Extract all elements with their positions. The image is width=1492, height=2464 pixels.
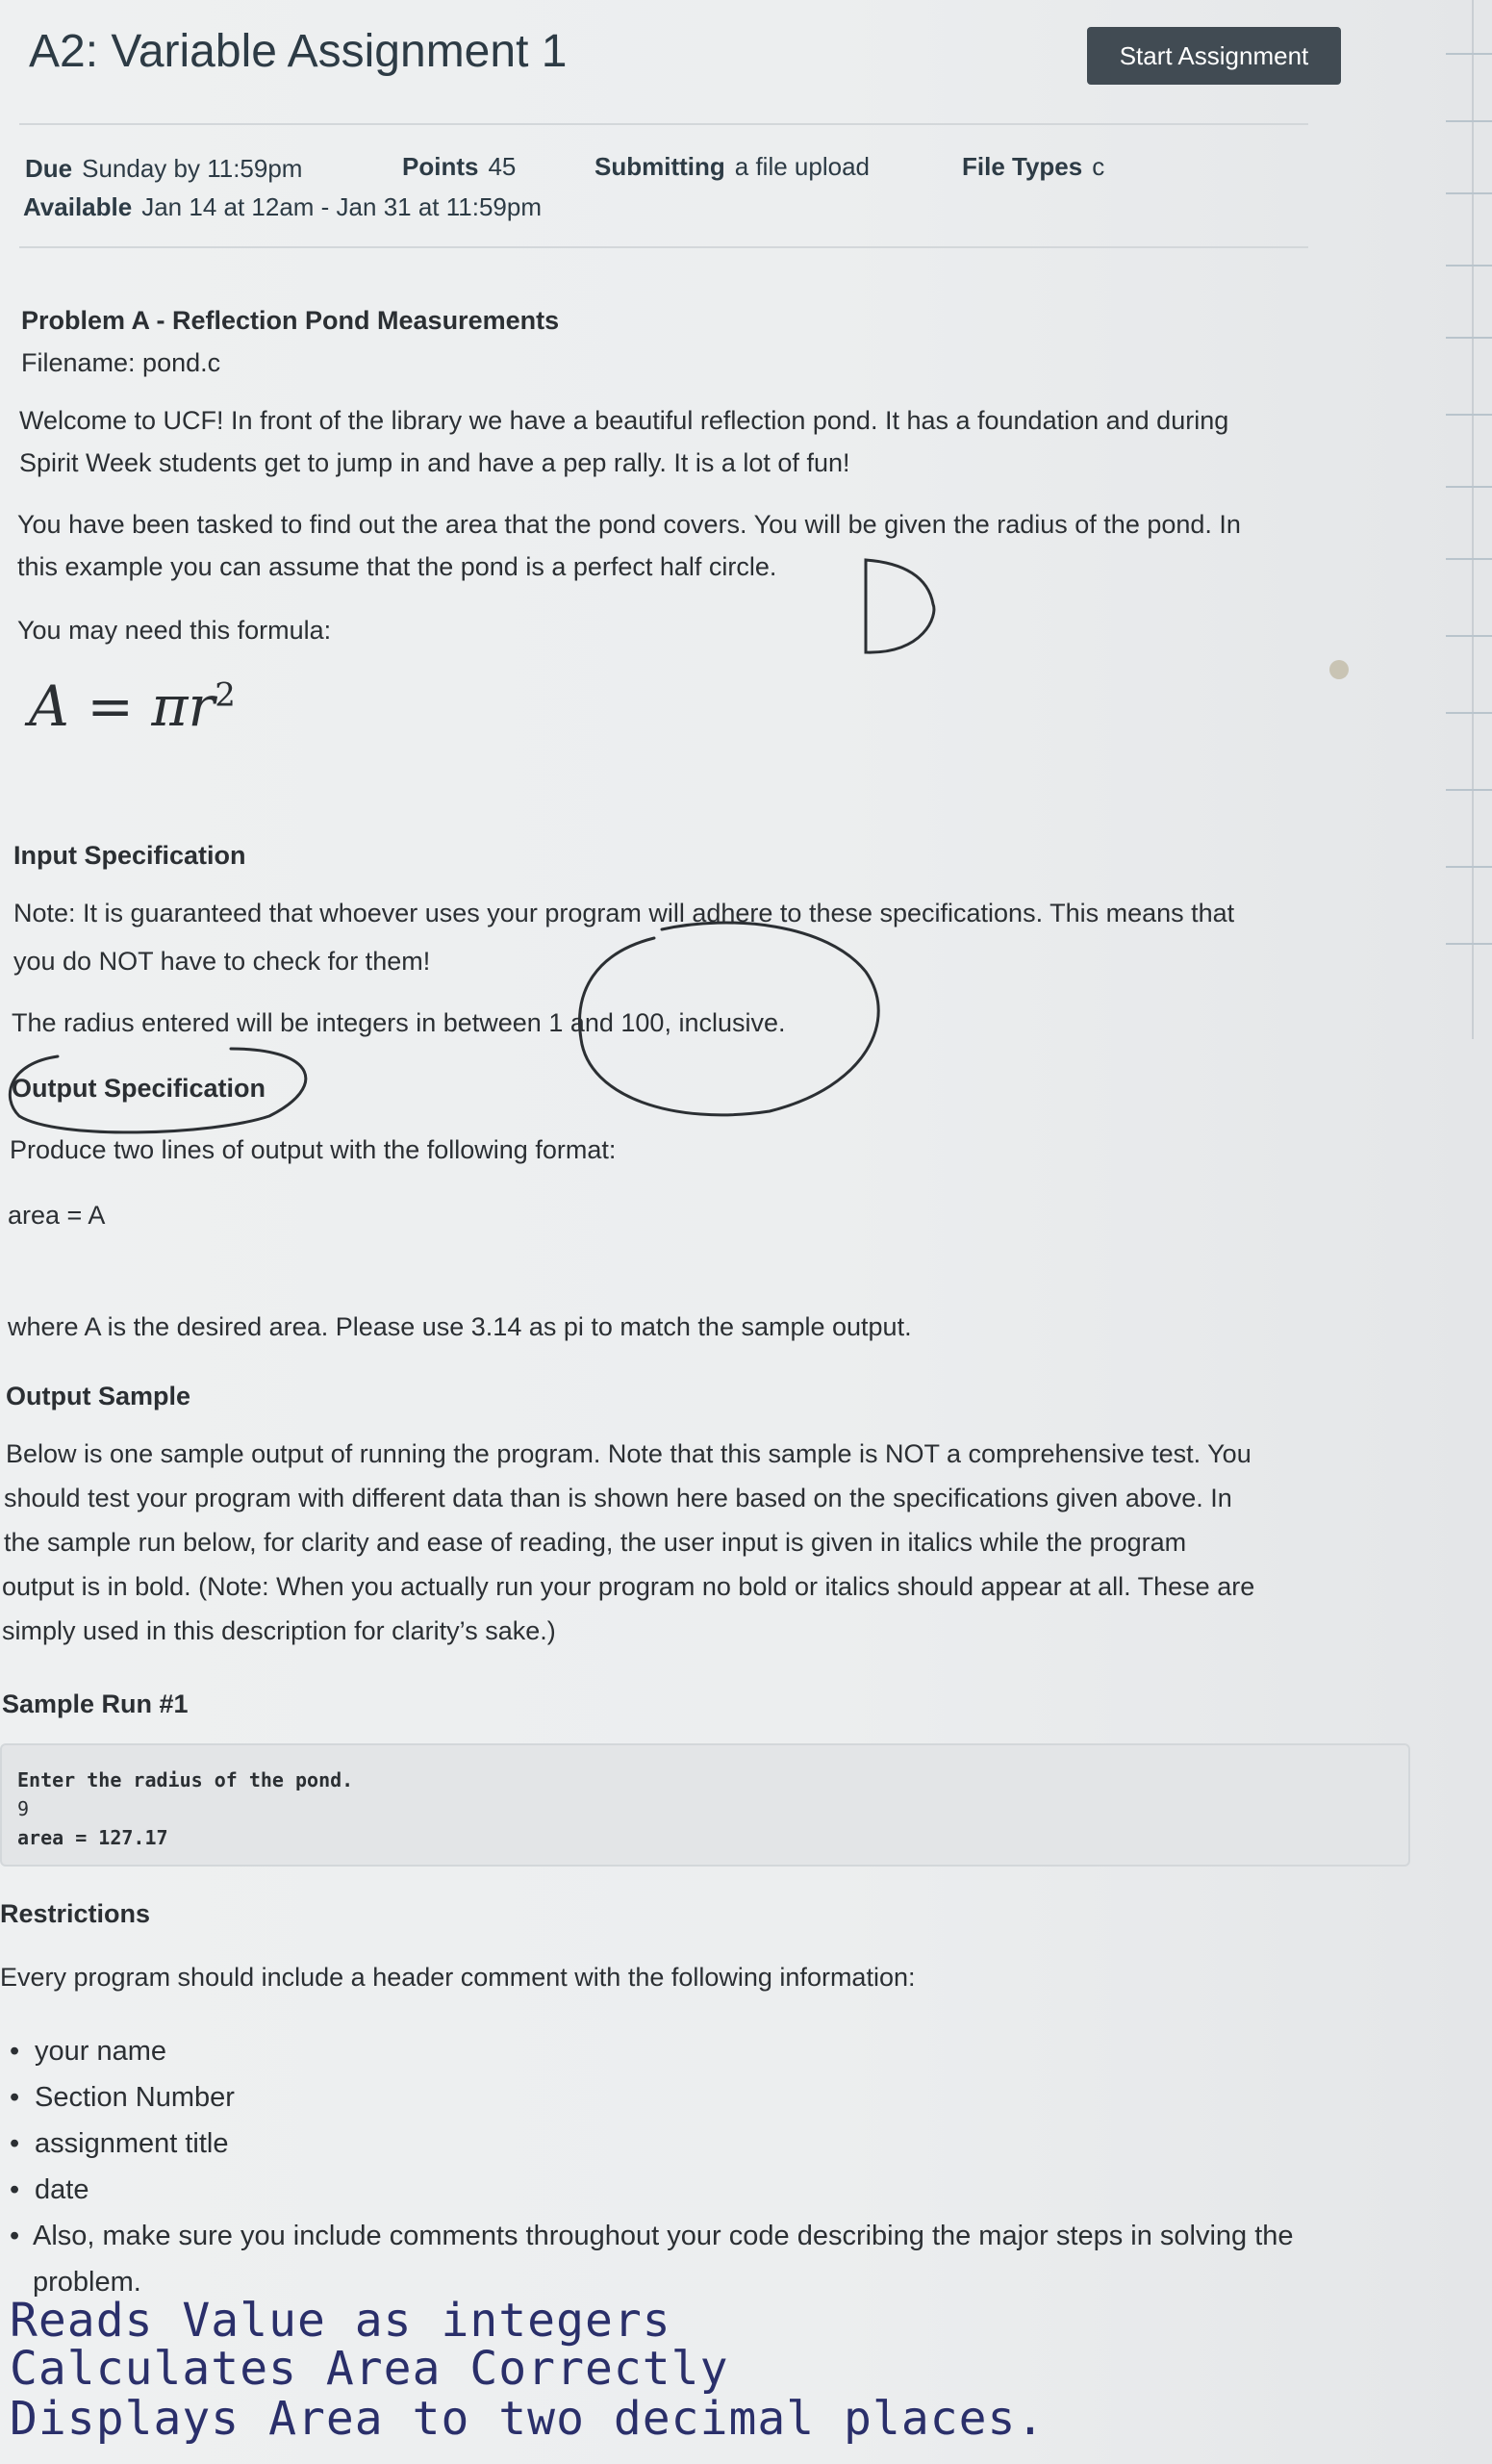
output-spec-line-2: where A is the desired area. Please use 3.14 as pi to match the sample output. [8,1312,912,1341]
handwritten-note-1: Reads Value as integers [10,2294,671,2348]
submitting-label: Submitting [594,152,725,181]
radius-range-line: The radius entered will be integers in between 1 and 100, inclusive. [12,1008,786,1037]
problem-filename: Filename: pond.c [21,348,221,377]
code-line-prompt: Enter the radius of the pond. [17,1768,354,1791]
list-item: • assignment title [0,2121,1294,2167]
list-item: • date [0,2167,1294,2213]
code-line-input: 9 [17,1797,30,1820]
smudge-mark [1329,660,1349,679]
submitting-value: a file upload [734,152,870,181]
points-label: Points [402,152,479,181]
output-format: area = A [8,1201,106,1230]
sample-paragraph-line-5: simply used in this description for clarity’s sake.) [2,1616,556,1645]
formula-intro: You may need this formula: [17,616,332,645]
output-spec-heading: Output Specification [12,1074,266,1103]
task-line-1: You have been tasked to find out the area that the pond covers. You will be given the radius of the pond. In [17,510,1241,539]
handwritten-note-2: Calculates Area Correctly [10,2342,729,2396]
output-spec-line-1: Produce two lines of output with the following format: [10,1135,617,1164]
handwritten-d-mark [866,560,934,652]
problem-heading: Problem A - Reflection Pond Measurements [21,306,560,335]
points-value: 45 [488,152,517,181]
file-types-label: File Types [962,152,1083,181]
handwritten-note-3: Displays Area to two decimal places. [10,2392,1046,2446]
intro-line-1: Welcome to UCF! In front of the library we have a beautiful reflection pond. It has a foundation and during [19,406,1229,435]
input-spec-heading: Input Specification [13,841,246,870]
code-line-output: area = 127.17 [17,1826,168,1849]
list-item: • your name [0,2028,1294,2074]
sample-paragraph-line-1: Below is one sample output of running the program. Note that this sample is NOT a comprehensive test. You [6,1439,1252,1468]
intro-line-2: Spirit Week students get to jump in and have a pep rally. It is a lot of fun! [19,448,850,477]
handwritten-circle-radius [580,923,879,1115]
due-value: Sunday by 11:59pm [82,154,303,183]
output-sample-heading: Output Sample [6,1382,191,1410]
start-assignment-button[interactable]: Start Assignment [1087,27,1341,85]
task-line-2: this example you can assume that the pond is a perfect half circle. [17,552,777,581]
input-note-line-2: you do NOT have to check for them! [13,947,431,976]
sample-paragraph-line-4: output is in bold. (Note: When you actually run your program no bold or italics should appear at all. These are [2,1572,1255,1601]
input-note-line-1: Note: It is guaranteed that whoever uses your program will adhere to these specifications. This means that [13,899,1235,927]
file-types-value: c [1092,152,1105,181]
restrictions-intro: Every program should include a header comment with the following information: [0,1963,916,1992]
available-value: Jan 14 at 12am - Jan 31 at 11:59pm [141,192,543,221]
restrictions-heading: Restrictions [0,1899,151,1928]
sample-run-heading: Sample Run #1 [2,1689,189,1718]
list-item: • Section Number [0,2074,1294,2121]
area-formula: $A = \pi r^2$ [29,673,236,739]
page-title: A2: Variable Assignment 1 [29,26,568,77]
list-item-text: Also, make sure you include comments throughout your code describing the major steps in solving the [33,2221,1294,2251]
due-label: Due [25,154,73,183]
sample-paragraph-line-2: should test your program with different data than is shown here based on the specifications given above. In [4,1484,1232,1512]
available-label: Available [23,192,133,221]
sample-paragraph-line-3: the sample run below, for clarity and ease of reading, the user input is given in italics while the program [4,1528,1187,1557]
handwritten-circle-output [10,1049,305,1132]
list-item-continuation: problem. [33,2267,141,2298]
